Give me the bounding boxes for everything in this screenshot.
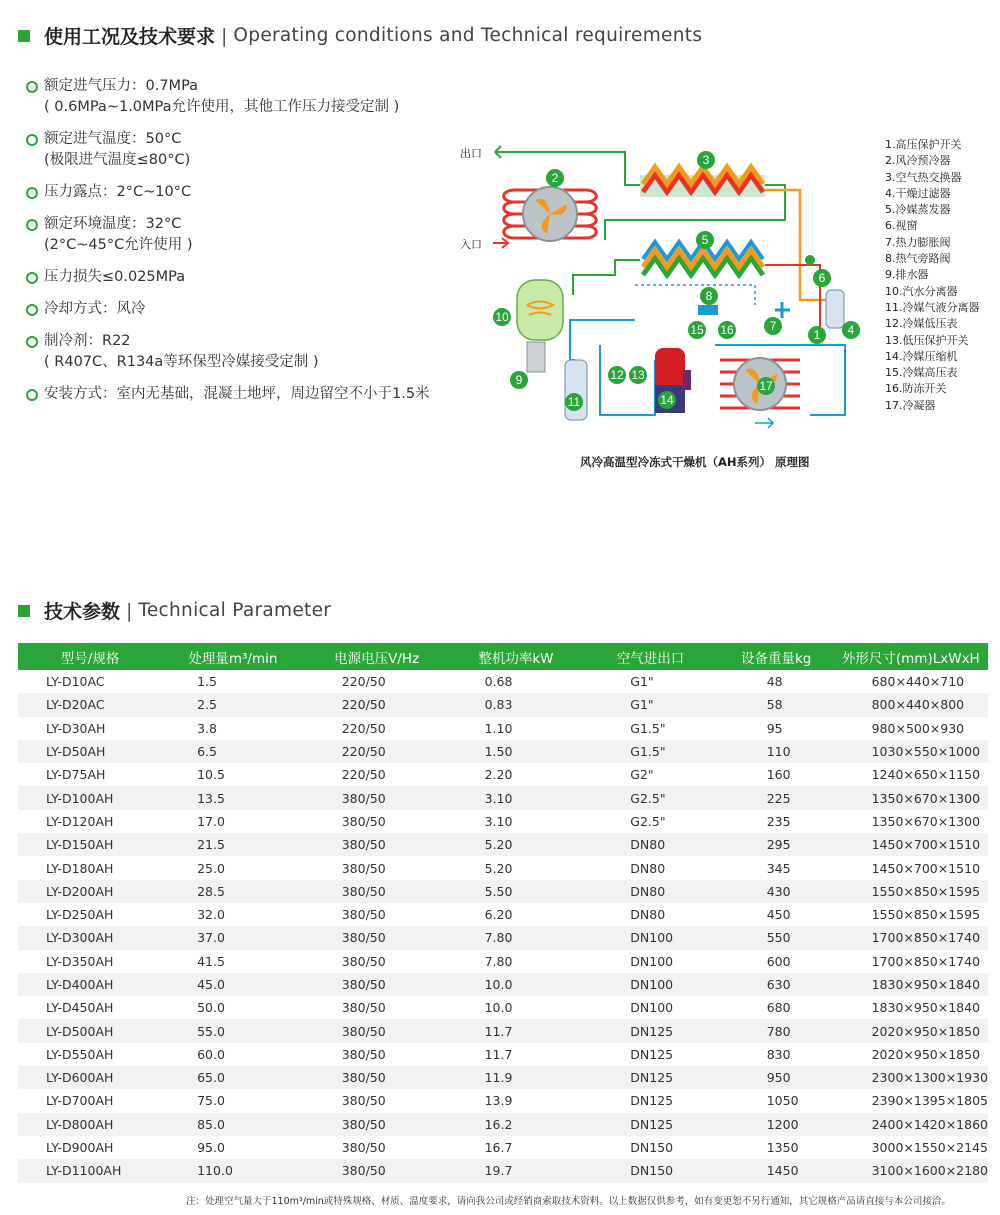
number-marker: [813, 269, 831, 287]
table-cell: 85.0: [162, 1113, 304, 1136]
condition-item: [26, 76, 456, 118]
table-cell: LY-D300AH: [18, 926, 162, 949]
table-cell: 225: [719, 786, 834, 809]
table-cell: G1.5": [630, 720, 666, 736]
table-cell: 1700×850×1740: [834, 926, 988, 949]
table-cell: 37.0: [162, 926, 304, 949]
condition-main: 压力损失≤0.025MPa: [44, 269, 186, 285]
table-row: [18, 1136, 988, 1159]
table-cell: 380/50: [341, 1046, 386, 1062]
table-cell: 680: [766, 1000, 791, 1016]
condition-item: [26, 267, 456, 288]
table-cell: 28.5: [162, 880, 304, 903]
table-cell: LY-D10AC: [46, 674, 105, 690]
table-row: [18, 740, 988, 763]
svg-text:1: 1: [813, 328, 821, 342]
table-cell: 220/50: [341, 674, 386, 690]
table-row: [18, 670, 988, 693]
table-cell: LY-D250AH: [46, 907, 114, 923]
table-cell: 1450×700×1510: [871, 860, 981, 876]
table-cell: LY-D400AH: [18, 973, 162, 996]
table-cell: 1450: [719, 1159, 834, 1182]
refrigerant-pipe-low: [570, 320, 635, 360]
table-cell: LY-D550AH: [46, 1046, 114, 1062]
section-title-separator: |: [126, 599, 133, 622]
table-cell: 380/50: [341, 1000, 386, 1016]
table-cell: DN100: [582, 926, 718, 949]
table-cell: 380/50: [341, 1093, 386, 1109]
table-row: [18, 786, 988, 809]
condition-item: [26, 129, 456, 171]
table-cell: 5.20: [484, 860, 513, 876]
table-cell: 48: [766, 674, 783, 690]
table-row: [18, 1159, 988, 1182]
table-cell: 3.10: [484, 813, 513, 829]
outlet-label: 出口: [460, 147, 482, 160]
table-cell: LY-D350AH: [46, 953, 114, 969]
table-cell: LY-D200AH: [18, 880, 162, 903]
table-cell: 630: [719, 973, 834, 996]
table-header-row: [18, 643, 988, 670]
table-cell: 345: [766, 860, 791, 876]
condition-sub: (极限进气温度≤80°C): [44, 152, 191, 168]
table-cell: 1450×700×1510: [834, 833, 988, 856]
svg-text:17: 17: [759, 379, 773, 393]
table-cell: 1830×950×1840: [834, 973, 988, 996]
table-cell: 55.0: [162, 1019, 304, 1042]
table-cell: 2.5: [162, 693, 304, 716]
condition-main: 制冷剂：R22: [44, 333, 131, 349]
footnote: 注：处理空气量大于110m³/min或特殊规格、材质、温度要求，请向我公司或经销商索取技术资料。以上数据仅供参考，如有变更恕不另行通知，其它规格产品请直接与本公司接洽。: [186, 1196, 951, 1207]
number-marker: [718, 321, 736, 339]
condition-main: 安装方式：室内无基础，混凝土地坪，周边留空不小于1.5米: [44, 386, 430, 402]
table-cell: 1240×650×1150: [871, 767, 981, 783]
table-row: [18, 996, 988, 1019]
table-cell: 550: [719, 926, 834, 949]
section-title-parameters: [18, 597, 331, 624]
table-row: [18, 1043, 988, 1066]
number-marker: [700, 287, 718, 305]
section-title-cn: 使用工况及技术要求: [44, 26, 216, 48]
table-cell: 1200: [719, 1113, 834, 1136]
table-cell: 780: [719, 1019, 834, 1042]
svg-text:10: 10: [495, 310, 509, 324]
table-cell: 380/50: [304, 880, 450, 903]
table-cell: 380/50: [304, 973, 450, 996]
table-cell: 3000×1550×2145: [871, 1140, 988, 1156]
condition-main: 压力露点：2°C~10°C: [44, 184, 192, 200]
table-cell: DN80: [630, 860, 666, 876]
table-cell: LY-D700AH: [46, 1093, 114, 1109]
table-cell: G2.5": [582, 786, 718, 809]
table-cell: 380/50: [341, 953, 386, 969]
svg-text:6: 6: [818, 271, 826, 285]
bullet-circle-icon: [26, 81, 38, 93]
table-cell: 380/50: [304, 786, 450, 809]
table-cell: 1350×670×1300: [871, 813, 981, 829]
svg-text:11: 11: [567, 395, 581, 409]
table-cell: LY-D500AH: [18, 1019, 162, 1042]
legend-item: 11.冷媒气液分离器: [885, 300, 980, 314]
table-cell: 1350: [766, 1140, 799, 1156]
table-cell: LY-D30AH: [46, 720, 106, 736]
table-cell: DN125: [630, 1093, 674, 1109]
table-cell: G2": [630, 767, 654, 783]
svg-text:5: 5: [701, 233, 709, 247]
table-cell: LY-D50AH: [18, 740, 162, 763]
section-title-en: Technical Parameter: [138, 600, 332, 621]
table-cell: LY-D180AH: [46, 860, 114, 876]
number-marker: [608, 366, 626, 384]
section-title-en: Operating conditions and Technical requirements: [233, 25, 703, 46]
number-marker: [808, 326, 826, 344]
table-cell: 450: [766, 907, 791, 923]
table-cell: 10.0: [484, 1000, 513, 1016]
legend-item: 3.空气热交换器: [885, 170, 962, 184]
legend-item: 7.热力膨胀阀: [885, 235, 951, 249]
svg-text:2: 2: [551, 171, 559, 185]
number-marker: [842, 321, 860, 339]
bullet-circle-icon: [26, 336, 38, 348]
table-cell: 32.0: [197, 907, 225, 923]
number-marker: [688, 321, 706, 339]
table-cell: LY-D75AH: [46, 767, 106, 783]
table-row: [18, 833, 988, 856]
table-cell: 21.5: [162, 833, 304, 856]
table-cell: DN125: [630, 1046, 674, 1062]
condition-main: 冷却方式：风冷: [44, 301, 146, 317]
table-cell: 1.10: [484, 720, 513, 736]
table-cell: 2400×1420×1860: [834, 1113, 988, 1136]
table-cell: LY-D900AH: [46, 1140, 114, 1156]
svg-text:12: 12: [610, 368, 624, 382]
table-cell: 13.9: [484, 1093, 513, 1109]
number-marker: [510, 371, 528, 389]
table-cell: 950: [719, 1066, 834, 1089]
table-header-cell: 电源电压V/Hz: [304, 643, 450, 670]
table-cell: 2020×950×1850: [834, 1019, 988, 1042]
inlet-arrow-icon: [493, 238, 508, 248]
svg-text:8: 8: [705, 289, 713, 303]
table-cell: 7.80: [450, 926, 583, 949]
table-cell: 110.0: [162, 1159, 304, 1182]
section-title-separator: |: [221, 24, 228, 47]
number-marker: [629, 366, 647, 384]
air-pipe-lower: [573, 260, 640, 295]
legend-item: 2.风冷预冷器: [885, 154, 951, 168]
table-cell: 295: [719, 833, 834, 856]
condition-item: [26, 331, 456, 373]
table-cell: 380/50: [304, 833, 450, 856]
table-cell: 1030×550×1000: [834, 740, 988, 763]
number-marker: [697, 151, 715, 169]
table-cell: DN80: [582, 880, 718, 903]
table-row: [18, 717, 988, 740]
table-header-cell: 外形尺寸(mm)LxWxH: [834, 643, 988, 670]
table-row: [18, 810, 988, 833]
table-cell: 980×500×930: [871, 720, 965, 736]
table-cell: G1": [582, 693, 718, 716]
table-cell: DN125: [582, 1113, 718, 1136]
legend-item: 1.高压保护开关: [885, 138, 962, 151]
table-body: [18, 670, 988, 1183]
table-cell: 11.9: [450, 1066, 583, 1089]
section-title-cn: 技术参数: [44, 601, 121, 623]
table-cell: 6.20: [484, 907, 513, 923]
table-cell: 0.68: [484, 674, 513, 690]
table-cell: 7.80: [484, 953, 513, 969]
legend-item: 13.低压保护开关: [885, 333, 969, 347]
table-cell: 380/50: [341, 907, 386, 923]
table-cell: G2.5": [630, 813, 666, 829]
table-cell: 95: [766, 720, 783, 736]
legend-item: 8.热气旁路阀: [885, 252, 951, 266]
table-cell: DN125: [582, 1066, 718, 1089]
table-cell: DN150: [630, 1140, 674, 1156]
bullet-circle-icon: [26, 219, 38, 231]
table-cell: 3100×1600×2180: [834, 1159, 988, 1182]
table-cell: 3.8: [197, 720, 217, 736]
table-cell: DN100: [582, 973, 718, 996]
water-separator: [517, 280, 563, 340]
table-cell: 1050: [766, 1093, 799, 1109]
number-marker: [493, 308, 511, 326]
diagram-legend: [885, 137, 980, 414]
table-cell: 220/50: [341, 720, 386, 736]
drain-valve: [527, 342, 545, 372]
table-cell: 1830×950×1840: [871, 1000, 981, 1016]
table-cell: 110: [719, 740, 834, 763]
table-cell: 10.0: [450, 973, 583, 996]
table-cell: 600: [766, 953, 791, 969]
bullet-circle-icon: [26, 134, 38, 146]
bypass-pipe: [635, 285, 755, 305]
legend-item: 12.冷媒低压表: [885, 317, 958, 331]
number-marker: [658, 391, 676, 409]
condition-sub: ( 0.6MPa~1.0MPa允许使用，其他工作压力接受定制 ): [44, 99, 400, 115]
condition-main: 额定进气温度：50°C: [44, 131, 182, 147]
schematic-diagram: [455, 130, 865, 440]
svg-text:15: 15: [690, 323, 704, 337]
table-cell: 1.50: [450, 740, 583, 763]
table-header-cell: 型号/规格: [18, 643, 162, 670]
number-marker: [757, 377, 775, 395]
table-cell: 11.7: [450, 1019, 583, 1042]
table-cell: LY-D20AC: [18, 693, 162, 716]
table-cell: 380/50: [304, 1113, 450, 1136]
condition-item: [26, 384, 456, 405]
condition-item: [26, 182, 456, 203]
condition-item: [26, 299, 456, 320]
table-row: [18, 1089, 988, 1112]
table-row: [18, 1113, 988, 1136]
svg-text:13: 13: [631, 368, 645, 382]
table-cell: 830: [766, 1046, 791, 1062]
diagram-caption: 风冷高温型冷冻式干燥机（AH系列） 原理图: [580, 455, 810, 469]
table-cell: 680×440×710: [871, 674, 965, 690]
bullet-circle-icon: [26, 304, 38, 316]
table-cell: 45.0: [162, 973, 304, 996]
table-cell: 19.7: [450, 1159, 583, 1182]
svg-text:14: 14: [660, 393, 674, 407]
condition-main: 额定环境温度：32°C: [44, 216, 182, 232]
table-cell: 58: [719, 693, 834, 716]
table-cell: 380/50: [304, 1066, 450, 1089]
table-cell: 11.7: [484, 1046, 513, 1062]
table-header-cell: 处理量m³/min: [162, 643, 304, 670]
legend-item: 15.冷媒高压表: [885, 366, 958, 380]
table-cell: LY-D150AH: [18, 833, 162, 856]
bypass-valve: [698, 305, 718, 315]
legend-item: 5.冷媒蒸发器: [885, 203, 951, 217]
table-cell: 1550×850×1595: [871, 907, 981, 923]
suction-pipe: [600, 345, 655, 415]
table-row: [18, 950, 988, 973]
table-cell: 10.5: [197, 767, 225, 783]
table-cell: 6.5: [162, 740, 304, 763]
table-cell: 2390×1395×1805: [871, 1093, 988, 1109]
air-out-arrow-icon: [755, 418, 773, 428]
bullet-circle-icon: [26, 187, 38, 199]
bullet-circle-icon: [26, 272, 38, 284]
legend-item: 9.排水器: [885, 268, 929, 282]
table-cell: 235: [766, 813, 791, 829]
table-header-cell: 整机功率kW: [450, 643, 583, 670]
table-cell: DN80: [582, 833, 718, 856]
table-cell: LY-D800AH: [18, 1113, 162, 1136]
expansion-valve: [775, 302, 790, 318]
table-row: [18, 903, 988, 926]
table-cell: 16.2: [450, 1113, 583, 1136]
table-cell: LY-D100AH: [18, 786, 162, 809]
svg-text:16: 16: [720, 323, 734, 337]
table-cell: G1": [630, 674, 654, 690]
table-cell: 65.0: [162, 1066, 304, 1089]
table-cell: 0.83: [450, 693, 583, 716]
table-cell: 75.0: [197, 1093, 225, 1109]
table-cell: 50.0: [197, 1000, 225, 1016]
svg-text:9: 9: [515, 373, 523, 387]
table-cell: LY-D120AH: [46, 813, 114, 829]
table-cell: 380/50: [341, 1140, 386, 1156]
air-pipe: [510, 152, 640, 185]
table-row: [18, 1019, 988, 1042]
inlet-label: 入口: [460, 238, 482, 251]
table-cell: 220/50: [304, 693, 450, 716]
section-marker: [18, 605, 30, 617]
table-cell: 1700×850×1740: [871, 953, 981, 969]
table-cell: 25.0: [197, 860, 225, 876]
table-cell: 380/50: [304, 1159, 450, 1182]
svg-text:4: 4: [847, 323, 855, 337]
table-cell: DN80: [630, 907, 666, 923]
table-header-cell: 设备重量kg: [719, 643, 834, 670]
table-cell: 16.7: [484, 1140, 513, 1156]
gas-liquid-separator: [565, 360, 587, 420]
legend-item: 16.防冻开关: [885, 382, 947, 396]
table-cell: DN125: [582, 1019, 718, 1042]
number-marker: [546, 169, 564, 187]
condition-main: 额定进气压力：0.7MPa: [44, 78, 199, 94]
legend-item: 17.冷凝器: [885, 398, 936, 412]
table-row: [18, 880, 988, 903]
condition-sub: ( R407C、R134a等环保型冷媒接受定制 ): [44, 354, 319, 370]
table-row: [18, 926, 988, 949]
table-cell: 380/50: [304, 926, 450, 949]
svg-text:7: 7: [769, 319, 777, 333]
number-marker: [696, 231, 714, 249]
table-row: [18, 973, 988, 996]
table-cell: 430: [719, 880, 834, 903]
table-cell: 380/50: [341, 813, 386, 829]
svg-text:3: 3: [702, 153, 710, 167]
table-cell: 95.0: [197, 1140, 225, 1156]
table-header-cell: 空气进出口: [582, 643, 718, 670]
table-cell: 220/50: [341, 767, 386, 783]
legend-item: 6.视窗: [885, 219, 918, 233]
table-cell: LY-D450AH: [46, 1000, 114, 1016]
section-marker: [18, 30, 30, 42]
table-cell: LY-D600AH: [18, 1066, 162, 1089]
table-cell: 5.50: [450, 880, 583, 903]
table-row: [18, 693, 988, 716]
filter-drier: [826, 290, 844, 328]
table-cell: 380/50: [304, 1019, 450, 1042]
number-marker: [764, 317, 782, 335]
table-cell: 60.0: [197, 1046, 225, 1062]
parameter-table: [18, 643, 988, 1183]
table-cell: DN100: [630, 1000, 674, 1016]
table-row: [18, 1066, 988, 1089]
table-row: [18, 763, 988, 786]
table-cell: DN150: [582, 1159, 718, 1182]
conditions-list: [26, 76, 456, 416]
table-cell: 2.20: [484, 767, 513, 783]
table-cell: LY-D1100AH: [18, 1159, 162, 1182]
air-heat-exchanger: [640, 167, 765, 197]
table-cell: 1550×850×1595: [834, 880, 988, 903]
table-row: [18, 856, 988, 879]
legend-item: 14.冷媒压缩机: [885, 349, 958, 363]
table-cell: 800×440×800: [834, 693, 988, 716]
table-cell: 380/50: [341, 860, 386, 876]
legend-item: 4.干燥过滤器: [885, 186, 951, 200]
table-cell: 2300×1300×1930: [834, 1066, 988, 1089]
sight-glass: [805, 255, 815, 265]
table-cell: 160: [766, 767, 791, 783]
table-cell: 17.0: [197, 813, 225, 829]
table-cell: G1.5": [582, 740, 718, 763]
table-cell: 1350×670×1300: [834, 786, 988, 809]
table-cell: 220/50: [304, 740, 450, 763]
legend-item: 10.汽水分离器: [885, 284, 958, 298]
table-cell: 5.20: [450, 833, 583, 856]
table-cell: 13.5: [162, 786, 304, 809]
table-cell: 3.10: [450, 786, 583, 809]
table-cell: DN100: [630, 953, 674, 969]
table-cell: 1.5: [197, 674, 217, 690]
condition-item: [26, 214, 456, 256]
precooler: [504, 187, 597, 241]
table-cell: 2020×950×1850: [871, 1046, 981, 1062]
number-marker: [565, 393, 583, 411]
section-title-conditions: [18, 22, 702, 49]
condition-sub: (2°C~45°C允许使用 ): [44, 237, 193, 253]
table-cell: 41.5: [197, 953, 225, 969]
bullet-circle-icon: [26, 389, 38, 401]
